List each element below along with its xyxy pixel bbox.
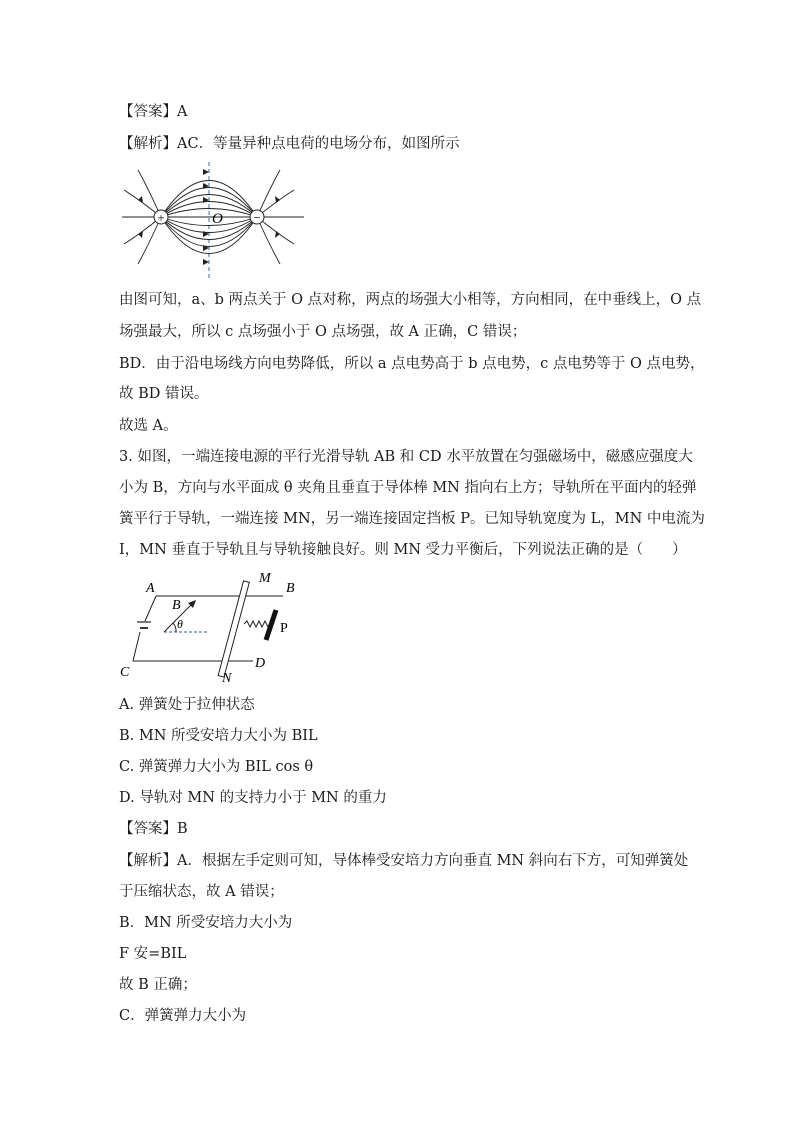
- option-a: A. 弹簧处于拉伸状态: [119, 697, 255, 713]
- label-A: A: [146, 581, 155, 596]
- analysis-line-4: 故 BD 错误。: [119, 386, 209, 402]
- answer-label-2: 【答案】B: [119, 821, 188, 837]
- analysis-line-2: 场强最大，所以 c 点场强小于 O 点场强，故 A 正确，C 错误；: [119, 324, 527, 340]
- rail-circuit-diagram: [118, 566, 308, 686]
- center-point-label: O: [212, 211, 223, 227]
- field-lines-diagram: [118, 160, 308, 282]
- analysis-line-1: 由图可知，a、b 两点关于 O 点对称，两点的场强大小相等，方向相同，在中垂线上，O 点: [119, 292, 702, 308]
- option-b: B. MN 所受安培力大小为 BIL: [119, 728, 318, 744]
- answer-label-1: 【答案】A: [119, 104, 188, 120]
- analysis-2-line-2: 于压缩状态，故 A 错误；: [119, 884, 284, 900]
- analysis-line-3: BD．由于沿电场线方向电势降低，所以 a 点电势高于 b 点电势，c 点电势等于 O 点电势，: [119, 356, 705, 372]
- label-C: C: [120, 665, 130, 680]
- analysis-2-line-3: B．MN 所受安培力大小为: [119, 915, 293, 931]
- analysis-intro: 【解析】AC．等量异种点电荷的电场分布，如图所示: [119, 136, 460, 152]
- question-3-line-4: I，MN 垂直于导轨且与导轨接触良好。则 MN 受力平衡后，下列说法正确的是（ ）: [119, 542, 687, 558]
- label-D: D: [255, 656, 266, 671]
- label-N: N: [222, 671, 232, 686]
- choice-conclusion: 故选 A。: [119, 418, 178, 434]
- ampere-force-formula: F 安=BIL: [119, 946, 187, 962]
- label-P: P: [280, 621, 288, 636]
- label-field-B: B: [172, 598, 181, 613]
- label-theta: θ: [177, 617, 183, 631]
- question-3-line-3: 簧平行于导轨，一端连接 MN，另一端连接固定挡板 P。已知导轨宽度为 L，MN 中电流为: [119, 511, 705, 527]
- analysis-2-line-6: C．弹簧弹力大小为: [119, 1008, 247, 1024]
- question-3-line-2: 小为 B，方向与水平面成 θ 夹角且垂直于导体棒 MN 指向右上方；导轨所在平面内的轻弹: [119, 480, 697, 496]
- analysis-2-line-5: 故 B 正确；: [119, 977, 197, 993]
- option-d: D. 导轨对 MN 的支持力小于 MN 的重力: [119, 790, 387, 806]
- label-M: M: [259, 571, 271, 586]
- option-c: C. 弹簧弹力大小为 BIL cos θ: [119, 759, 314, 775]
- label-B-end: B: [286, 581, 295, 596]
- plus-charge-label: +: [157, 210, 165, 225]
- analysis-2-line-1: 【解析】A．根据左手定则可知，导体棒受安培力方向垂直 MN 斜向右下方，可知弹簧处: [119, 853, 689, 869]
- question-3-line-1: 3. 如图，一端连接电源的平行光滑导轨 AB 和 CD 水平放置在匀强磁场中，磁感应强度大: [119, 449, 693, 465]
- minus-charge-label: −: [253, 210, 261, 225]
